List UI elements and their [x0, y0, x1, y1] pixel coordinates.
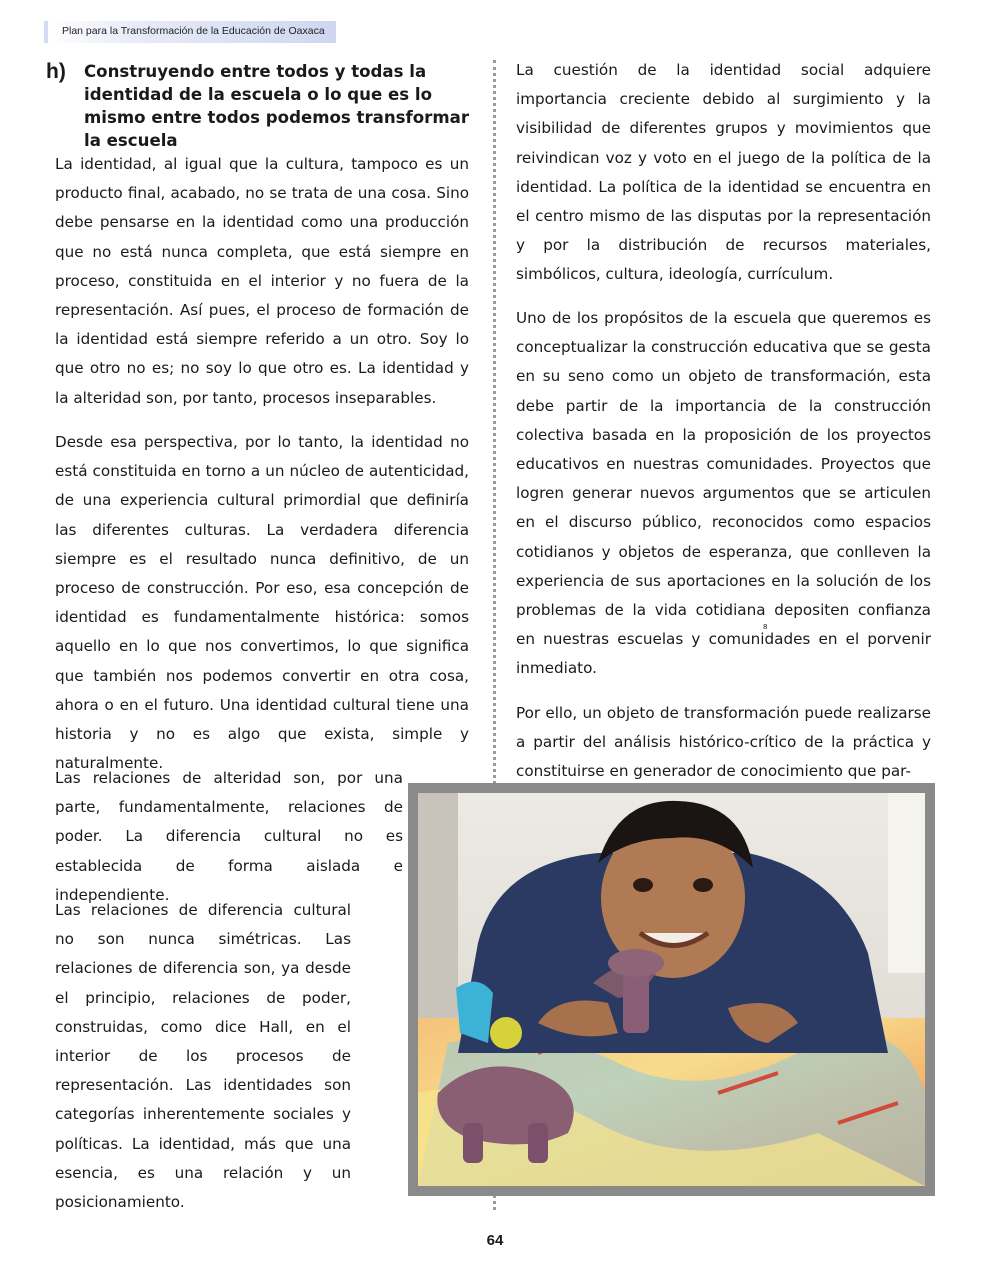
left-paragraph-2: Desde esa perspectiva, por lo tanto, la identidad no está constituida en torno a un núcleo de autenticidad, de una experiencia cultural primordial que definiría las diferentes culturas. La verdadera diferencia siempre es el resultado nunca definitivo, de un proceso de construcción. Por eso, esa concepción de identidad es fundamentalmente histórica: somos aquello en lo que nos convertimos, lo que significa que también nos podemos convertir en otra cosa, ahora o en el futuro. Una identidad cultural tiene una historia y no es algo que exista, simple y naturalmente.	[55, 433, 469, 773]
footnote-marker: 8	[763, 623, 768, 631]
running-header-text: Plan para la Transformación de la Educación de Oaxaca	[62, 25, 325, 37]
left-paragraph-3: Las relaciones de alteridad son, por una parte, fundamentalmente, relaciones de poder. La diferencia cultural no es establecida de forma aislada e independiente.	[55, 769, 403, 904]
right-paragraph-1: La cuestión de la identidad social adquiere importancia creciente debido al surgimiento y la visibilidad de diferentes grupos y movimientos que reivindican voz y voto en el juego de la política de la identidad. La política de la identidad se encuentra en el centro mismo de las disputas por la representación y por la distribución de recursos materiales, simbólicos, cultura, ideología, currículum.	[516, 61, 931, 284]
child-clay-photo-frame	[408, 783, 935, 1196]
child-clay-photo	[418, 793, 925, 1186]
section-letter: h)	[46, 60, 66, 83]
section-title: Construyendo entre todos y todas la identidad de la escuela o lo que es lo mismo entre todos podemos transformar la escuela	[84, 62, 470, 150]
left-paragraph-4	[55, 896, 400, 1217]
running-header	[44, 21, 336, 43]
page-number: 64	[486, 1232, 504, 1249]
right-paragraph-3: Por ello, un objeto de transformación puede realizarse a partir del análisis histórico-crítico de la práctica y constituirse en generador de conocimiento que par-	[516, 704, 931, 781]
left-paragraph-1: La identidad, al igual que la cultura, tampoco es un producto final, acabado, no se trata de una cosa. Sino debe pensarse en la identidad como una producción que no está nunca completa, que está siempre en proceso, constituida en el interior y no fuera de la representación. Así pues, el proceso de formación de la identidad está siempre referido a un otro. Soy lo que otro no es; no soy lo que otro es. La identidad y la alteridad son, por tanto, procesos inseparables.	[55, 155, 469, 407]
left-paragraph-4-wrap: Las relaciones de diferencia cultural no son nunca simétricas. Las relaciones de diferencia son, ya desde el principio, relaciones de poder, construidas, como dice Hall, en el interior de los procesos de representación. Las identidades son categorías inherentemente sociales y políticas. La identidad, más que una esencia, es una relación y un posicionamiento.	[55, 901, 351, 1212]
right-paragraph-2: Uno de los propósitos de la escuela que queremos es conceptualizar la construcción educativa que se gesta en su seno como un objeto de transformación, esta debe partir de la importancia de la construcción colectiva basada en la proposición de los proyectos educativos en nuestras comunidades. Proyectos que logren generar nuevos argumentos que se articulen en el discurso público, reconocidos como espacios cotidianos y objetos de esperanza, que conlleven la experiencia de sus aportaciones en la solución de los problemas de la vida cotidiana depositen confianza en nuestras escuelas y comunidades en el porvenir inmediato.	[516, 309, 931, 678]
